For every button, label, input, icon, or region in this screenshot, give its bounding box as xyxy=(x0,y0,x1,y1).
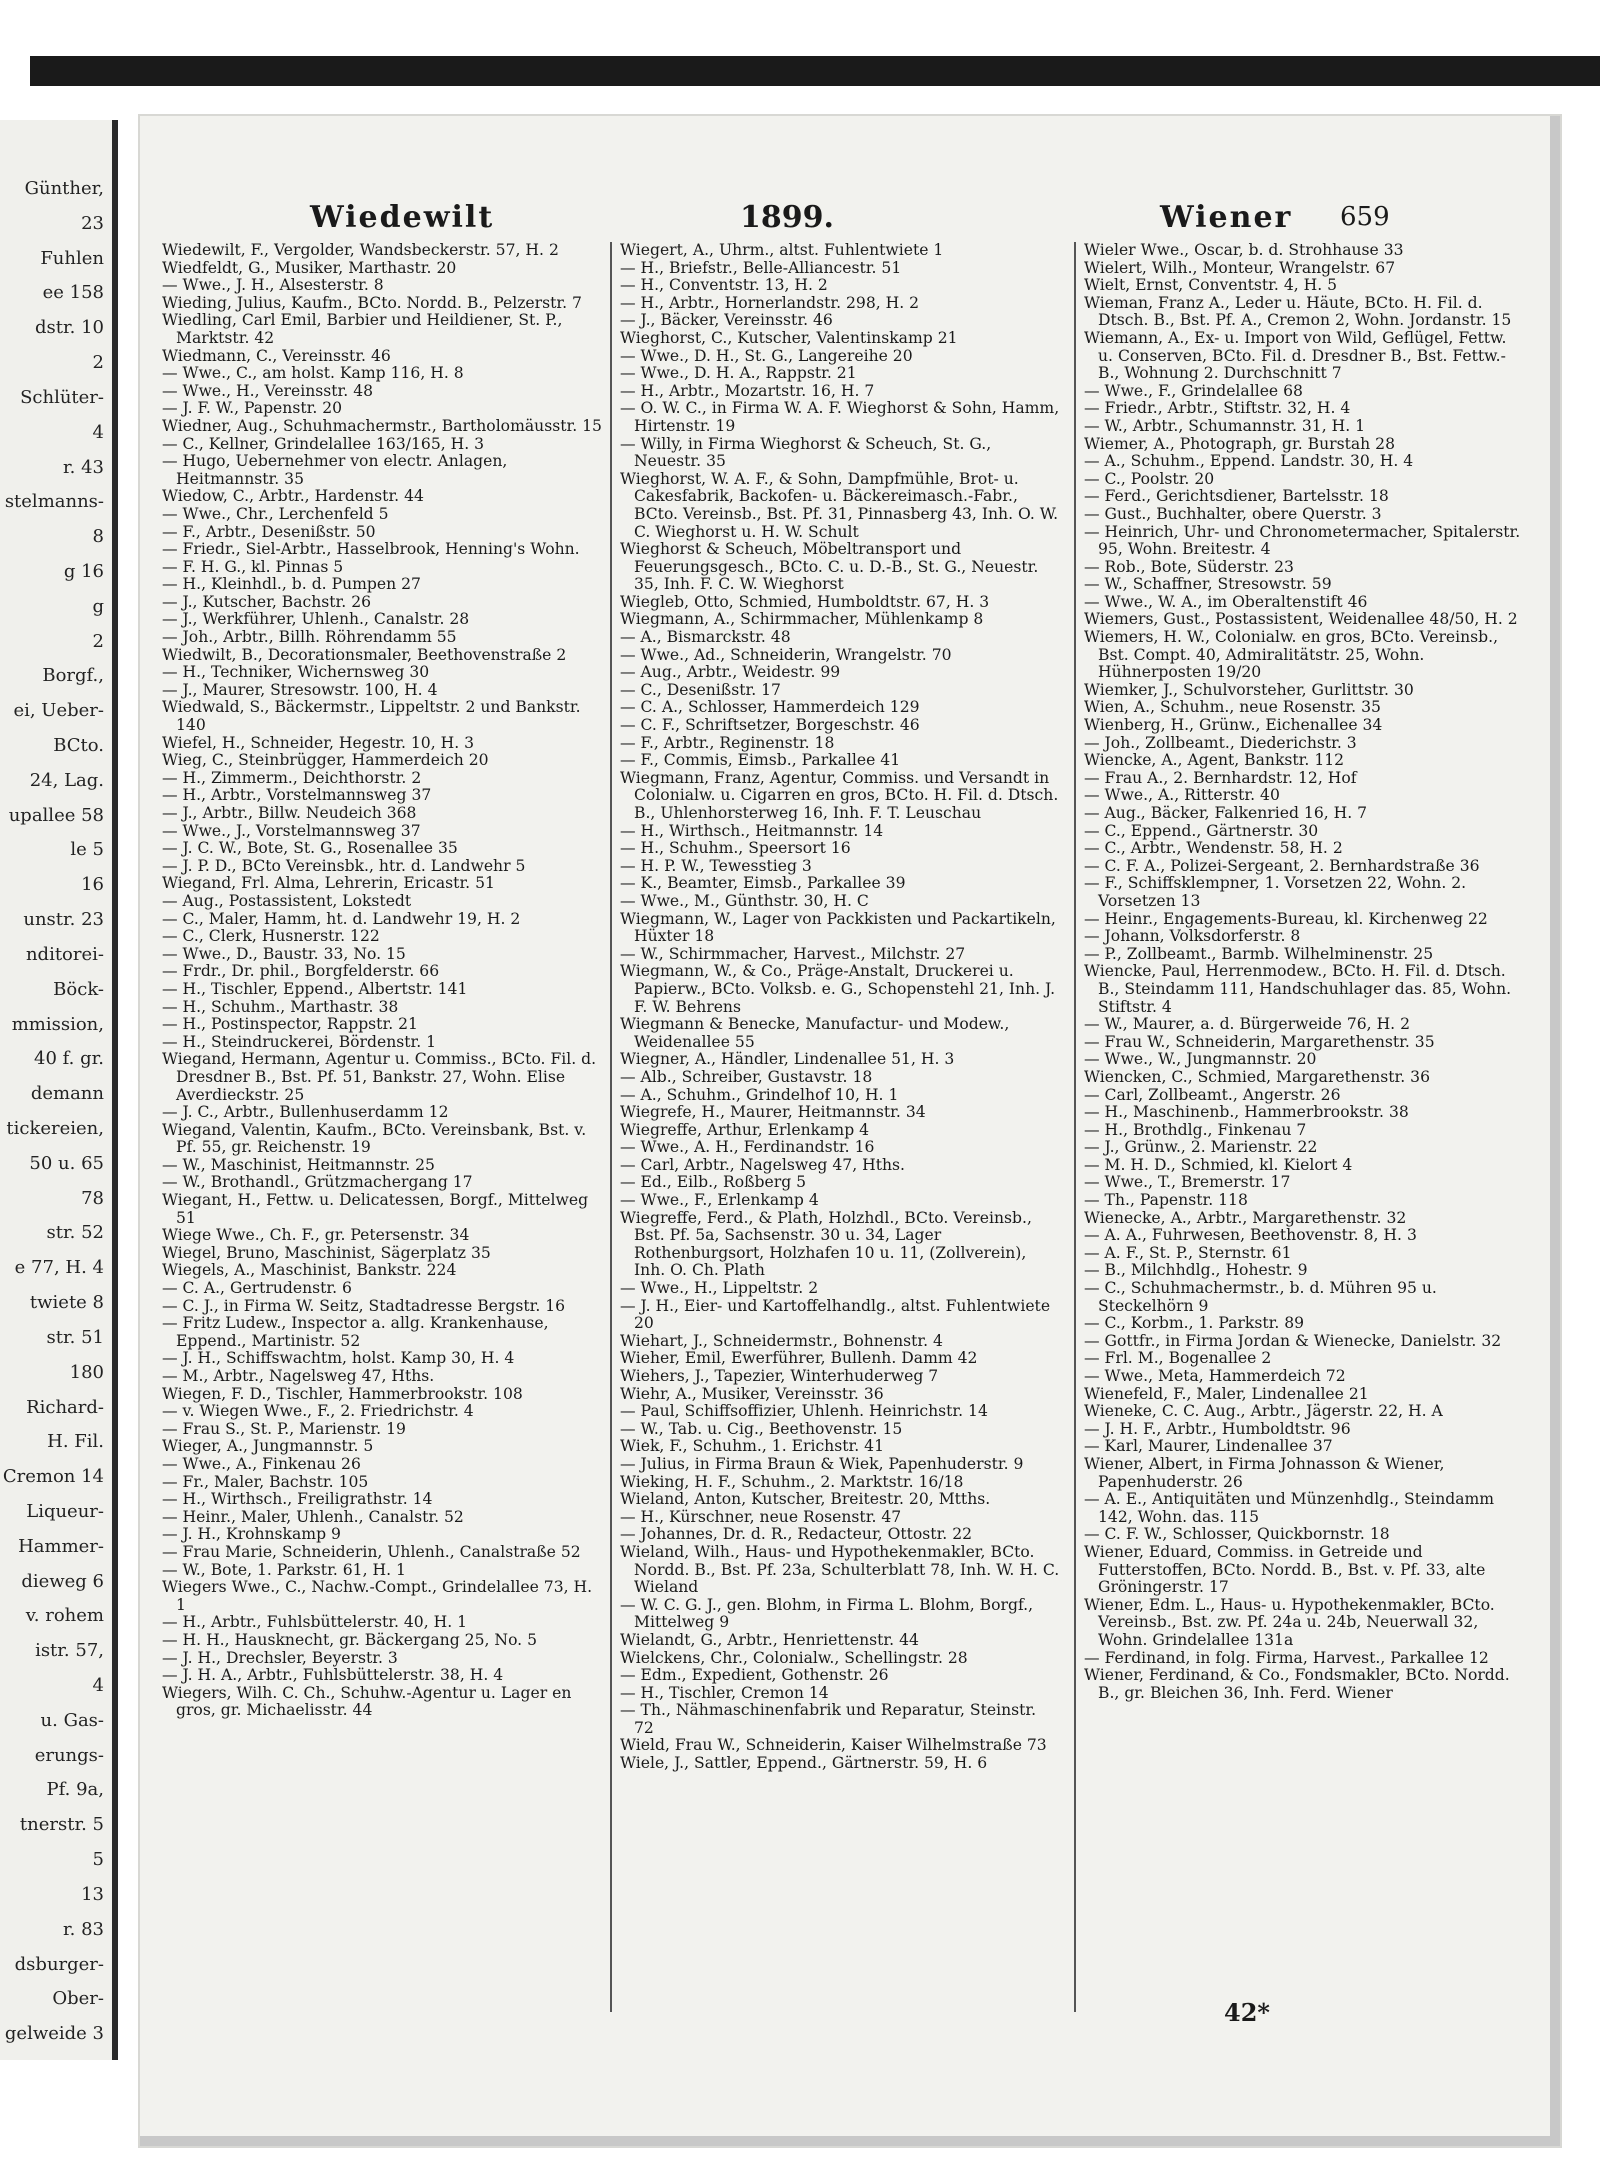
prev-page-text: 4 xyxy=(92,421,104,443)
directory-entry: — A., Schuhm., Grindelhof 10, H. 1 xyxy=(620,1085,899,1104)
directory-entry: — K., Beamter, Eimsb., Parkallee 39 xyxy=(620,874,906,893)
prev-page-text: dieweg 6 xyxy=(21,1570,104,1592)
column-1 xyxy=(162,242,602,2012)
directory-entry: Wieman, Franz A., Leder u. Häute, BCto. H. Fil. d. Dtsch. B., Bst. Pf. A., Cremon 2, Wohn. Jordanstr. 15 xyxy=(1084,293,1512,330)
prev-page-text: Liqueur- xyxy=(26,1500,104,1522)
directory-entry: — Karl, Maurer, Lindenallee 37 xyxy=(1084,1437,1333,1456)
directory-entry: — F., Arbtr., Desenißstr. 50 xyxy=(162,522,376,541)
prev-page-text: tickereien, xyxy=(6,1118,104,1139)
directory-entry: Wiener, Eduard, Commiss. in Getreide und Futterstoffen, BCto. Nordd. B., Bst. v. Pf. 33, alte Gröningerstr. 17 xyxy=(1084,1542,1486,1597)
directory-entry: — C. A., Gertrudenstr. 6 xyxy=(162,1279,352,1298)
directory-entry: — J. F. W., Papenstr. 20 xyxy=(162,399,343,418)
directory-entry: — Carl, Arbtr., Nagelsweg 47, Hths. xyxy=(620,1155,905,1174)
directory-entry: — Wwe., J., Vorstelmannsweg 37 xyxy=(162,821,421,840)
directory-entry: — Johannes, Dr. d. R., Redacteur, Ottostr. 22 xyxy=(620,1525,973,1544)
directory-entry: — B., Milchhdlg., Hohestr. 9 xyxy=(1084,1261,1308,1280)
prev-page-text: istr. 57, xyxy=(35,1640,104,1662)
directory-entry: Wiehart, J., Schneidermstr., Bohnenstr. 4 xyxy=(620,1331,943,1350)
directory-entry: — W., Schirmmacher, Harvest., Milchstr. 27 xyxy=(620,944,966,963)
directory-entry: Wiegleb, Otto, Schmied, Humboldtstr. 67, H. 3 xyxy=(620,592,990,611)
directory-entry: — Ferdinand, in folg. Firma, Harvest., Parkallee 12 xyxy=(1084,1648,1489,1667)
directory-entry: — M., Arbtr., Nagelsweg 47, Hths. xyxy=(162,1367,435,1385)
directory-entry: — Wwe., D. H., St. G., Langereihe 20 xyxy=(620,346,913,365)
directory-entry: Wiele, J., Sattler, Eppend., Gärtnerstr. 59, H. 6 xyxy=(620,1754,988,1773)
prev-page-text: BCto. xyxy=(53,735,104,757)
page-number: 659 xyxy=(1340,202,1390,232)
directory-entry: — H., Arbtr., Fuhlsbüttelerstr. 40, H. 1 xyxy=(162,1613,468,1632)
prev-page-text: stelmanns- xyxy=(4,491,104,513)
directory-entry: — Gust., Buchhalter, obere Querstr. 3 xyxy=(1084,504,1382,523)
directory-entry: — Joh., Arbtr., Billh. Röhrendamm 55 xyxy=(162,628,457,647)
prev-page-text: r. 83 xyxy=(63,1918,104,1940)
directory-entry: Wienecke, A., Arbtr., Margarethenstr. 32 xyxy=(1084,1208,1407,1227)
directory-entry: — H., Schuhm., Marthastr. 38 xyxy=(162,997,399,1016)
directory-entry: — A. A., Fuhrwesen, Beethovenstr. 8, H. 3 xyxy=(1084,1226,1417,1245)
prev-page-text: ee 158 xyxy=(42,282,104,304)
directory-entry: — Wwe., J. H., Alsesterstr. 8 xyxy=(162,276,384,295)
prev-page-text: v. rohem xyxy=(25,1605,104,1627)
directory-entry: Wiedner, Aug., Schuhmachermstr., Bartholomäusstr. 15 xyxy=(162,416,602,435)
prev-page-text: Borgf., xyxy=(42,665,104,687)
directory-entry: Wieger, A., Jungmannstr. 5 xyxy=(162,1437,374,1456)
directory-entry: — Joh., Zollbeamt., Diederichstr. 3 xyxy=(1084,733,1357,752)
prev-page-text: u. Gas- xyxy=(40,1709,104,1731)
directory-entry: Wiedling, Carl Emil, Barbier und Heildiener, St. P., Marktstr. 42 xyxy=(162,311,563,347)
directory-entry: — Hugo, Uebernehmer von electr. Anlagen, Heitmannstr. 35 xyxy=(162,452,508,488)
directory-entry: — A. F., St. P., Sternstr. 61 xyxy=(1084,1243,1292,1262)
directory-entry: — H., Wirthsch., Freiligrathstr. 14 xyxy=(162,1490,433,1509)
directory-entry: — Friedr., Siel-Arbtr., Hasselbrook, Henning's Wohn. xyxy=(162,540,580,559)
directory-entry: Wiedfeldt, G., Musiker, Marthastr. 20 xyxy=(162,258,457,277)
directory-entry: Wielt, Ernst, Conventstr. 4, H. 5 xyxy=(1084,276,1338,295)
directory-entry: — F., Arbtr., Reginenstr. 18 xyxy=(620,733,835,752)
directory-entry: Wiener, Albert, in Firma Johnasson & Wiener, Papenhuderstr. 26 xyxy=(1084,1454,1445,1491)
column-divider xyxy=(610,242,612,2012)
prev-page-text: g xyxy=(92,595,104,617)
directory-entry: Wieghorst, C., Kutscher, Valentinskamp 21 xyxy=(620,328,958,347)
directory-entry: — C., Eppend., Gärtnerstr. 30 xyxy=(1084,821,1319,840)
prev-page-text: 78 xyxy=(81,1187,104,1209)
directory-entry: — Wwe., C., am holst. Kamp 116, H. 8 xyxy=(162,364,464,383)
directory-entry: — Frau S., St. P., Marienstr. 19 xyxy=(162,1419,406,1438)
directory-entry: — J., Bäcker, Vereinsstr. 46 xyxy=(620,311,833,330)
directory-entry: — Wwe., Ad., Schneiderin, Wrangelstr. 70 xyxy=(620,645,952,664)
prev-page-text: Fuhlen xyxy=(40,247,104,269)
directory-entry: — Wwe., D. H. A., Rappstr. 21 xyxy=(620,364,857,383)
left-running-head: Wiedewilt xyxy=(310,200,495,235)
directory-entry: — C., Clerk, Husnerstr. 122 xyxy=(162,927,380,946)
directory-entry: — P., Zollbeamt., Barmb. Wilhelminenstr. 25 xyxy=(1084,944,1434,963)
directory-entry: — Wwe., M., Günthstr. 30, H. C xyxy=(620,891,869,910)
prev-page-text: str. 51 xyxy=(46,1326,104,1348)
directory-entry: Wiemer, A., Photograph, gr. Burstah 28 xyxy=(1084,434,1396,453)
directory-entry: — Heinr., Maler, Uhlenh., Canalstr. 52 xyxy=(162,1507,464,1526)
directory-entry: Wiemers, H. W., Colonialw. en gros, BCto. Vereinsb., Bst. Compt. 40, Admiralitätstr. 25, Wohn. Hühnerposten 19/20 xyxy=(1084,628,1499,682)
directory-entry: Wiener, Edm. L., Haus- u. Hypothekenmakler, BCto. Vereinsb., Bst. zw. Pf. 24a u. 24b, Neuerwall 32, Wohn. Grindelallee 131a xyxy=(1084,1595,1495,1649)
directory-entry: — Frdr., Dr. phil., Borgfelderstr. 66 xyxy=(162,962,440,981)
directory-entry: — Willy, in Firma Wieghorst & Scheuch, St. G., Neuestr. 35 xyxy=(620,434,992,471)
directory-entry: — Th., Papenstr. 118 xyxy=(1084,1191,1248,1210)
directory-entry: — J., Maurer, Stresowstr. 100, H. 4 xyxy=(162,680,438,699)
directory-entry: — Wwe., W., Jungmannstr. 20 xyxy=(1084,1050,1317,1069)
directory-entry: Wiegmann, Franz, Agentur, Commiss. und Versandt in Colonialw. u. Cigarren en gros, BCto. H. Fil. d. Dtsch. B., Uhlenhorsterweg 16, Inh. F. T. Leuschau xyxy=(620,768,1059,822)
directory-entry: — Heinrich, Uhr- und Chronometermacher, Spitalerstr. 95, Wohn. Breitestr. 4 xyxy=(1084,522,1521,559)
directory-entry: — H., Techniker, Wichernsweg 30 xyxy=(162,663,430,682)
directory-entry: — Edm., Expedient, Gothenstr. 26 xyxy=(620,1666,889,1685)
directory-entry: Wieland, Anton, Kutscher, Breitestr. 20, Mtths. xyxy=(620,1490,991,1509)
prev-page-text: mmission, xyxy=(11,1013,104,1035)
directory-entry: — W. C. G. J., gen. Blohm, in Firma L. Blohm, Borgf., Mittelweg 9 xyxy=(620,1595,1034,1632)
prev-page-text: dsburger- xyxy=(14,1953,104,1975)
prev-page-text: tnerstr. 5 xyxy=(19,1814,104,1836)
directory-entry: Wiege Wwe., Ch. F., gr. Petersenstr. 34 xyxy=(162,1226,470,1245)
prev-page-text: upallee 58 xyxy=(8,804,104,826)
directory-entry: — W., Bote, 1. Parkstr. 61, H. 1 xyxy=(162,1560,406,1579)
film-edge-bar xyxy=(30,56,1600,86)
prev-page-text: nditorei- xyxy=(25,943,104,965)
directory-entry: — C. F., Schriftsetzer, Borgeschstr. 46 xyxy=(620,716,920,735)
directory-entry: Wiedmann, C., Vereinsstr. 46 xyxy=(162,346,391,365)
directory-entry: — J. H., Eier- und Kartoffelhandlg., altst. Fuhlentwiete 20 xyxy=(620,1296,1051,1333)
directory-entry: Wiehr, A., Musiker, Vereinsstr. 36 xyxy=(620,1384,884,1403)
directory-entry: Wienefeld, F., Maler, Lindenallee 21 xyxy=(1084,1384,1369,1403)
directory-entry: Wiegreffe, Arthur, Erlenkamp 4 xyxy=(620,1120,870,1139)
directory-entry: — Wwe., A., Finkenau 26 xyxy=(162,1454,361,1473)
directory-entry: Wiegant, H., Fettw. u. Delicatessen, Borgf., Mittelweg 51 xyxy=(162,1191,589,1227)
directory-entry: Wieler Wwe., Oscar, b. d. Strohhause 33 xyxy=(1084,242,1404,259)
prev-page-text: erungs- xyxy=(34,1744,104,1766)
prev-page-text: Ober- xyxy=(52,1988,104,2010)
directory-entry: — F., Schiffsklempner, 1. Vorsetzen 22, Wohn. 2. Vorsetzen 13 xyxy=(1084,874,1467,910)
right-running-head: Wiener xyxy=(1160,200,1293,235)
directory-entry: — Wwe., F., Grindelallee 68 xyxy=(1084,381,1303,400)
directory-entry: Wiegand, Hermann, Agentur u. Commiss., BCto. Fil. d. Dresdner B., Bst. Pf. 51, Bankstr. 27, Wohn. Elise Averdieckstr. 25 xyxy=(162,1050,597,1104)
directory-entry: — Julius, in Firma Braun & Wiek, Papenhuderstr. 9 xyxy=(620,1454,1024,1473)
directory-entry: — M. H. D., Schmied, kl. Kielort 4 xyxy=(1084,1155,1353,1174)
column-2 xyxy=(620,242,1060,2012)
directory-entry: — Frl. M., Bogenallee 2 xyxy=(1084,1349,1272,1368)
directory-entry: Wien, A., Schuhm., neue Rosenstr. 35 xyxy=(1084,698,1381,717)
prev-page-text: le 5 xyxy=(70,839,104,861)
directory-entry: — Aug., Arbtr., Weidestr. 99 xyxy=(620,663,841,682)
directory-entry: — A. E., Antiquitäten und Münzenhdlg., Steindamm 142, Wohn. das. 115 xyxy=(1084,1490,1495,1526)
directory-entry: Wielandt, G., Arbtr., Henriettenstr. 44 xyxy=(620,1630,919,1649)
directory-entry: — W., Schaffner, Stresowstr. 59 xyxy=(1084,575,1332,594)
directory-entry: — Wwe., Chr., Lerchenfeld 5 xyxy=(162,504,389,523)
prev-page-text: 2 xyxy=(92,352,104,374)
directory-entry: Wiegert, A., Uhrm., altst. Fuhlentwiete 1 xyxy=(620,242,944,259)
directory-entry: Wielert, Wilh., Monteur, Wrangelstr. 67 xyxy=(1084,258,1396,277)
directory-entry: Wiener, Ferdinand, & Co., Fondsmakler, BCto. Nordd. B., gr. Bleichen 36, Inh. Ferd. Wiener xyxy=(1084,1666,1510,1702)
prev-page-text: ei, Ueber- xyxy=(13,700,104,722)
directory-entry: Wiegmann & Benecke, Manufactur- und Modew., Weidenallee 55 xyxy=(620,1015,1010,1051)
directory-entry: — J., Kutscher, Bachstr. 26 xyxy=(162,592,372,611)
directory-entry: — C. F. A., Polizei-Sergeant, 2. Bernhardstraße 36 xyxy=(1084,856,1480,875)
directory-entry: — C., Kellner, Grindelallee 163/165, H. 3 xyxy=(162,434,485,453)
directory-entry: — Ed., Eilb., Roßberg 5 xyxy=(620,1173,807,1192)
directory-entry: Wiegreffe, Ferd., & Plath, Holzhdl., BCto. Vereinsb., Bst. Pf. 5a, Sachsenstr. 30 u. 34, Lager Rothenburgsort, Holzhafen 10 u. 11, (Zollverein), Inh. O. Ch. Plath xyxy=(620,1208,1032,1280)
directory-entry: — Wwe., F., Erlenkamp 4 xyxy=(620,1191,819,1210)
directory-entry: — W., Arbtr., Schumannstr. 31, H. 1 xyxy=(1084,416,1366,435)
directory-entry: — Heinr., Engagements-Bureau, kl. Kirchenweg 22 xyxy=(1084,909,1488,928)
directory-entry: — Carl, Zollbeamt., Angerstr. 26 xyxy=(1084,1085,1341,1104)
directory-entry: — H., Arbtr., Mozartstr. 16, H. 7 xyxy=(620,381,875,400)
directory-entry: — H. P. W., Tewesstieg 3 xyxy=(620,856,812,875)
directory-entry: — Frau W., Schneiderin, Margarethenstr. 35 xyxy=(1084,1032,1435,1051)
prev-page-text: r. 43 xyxy=(63,456,104,478)
directory-entry: — H., Schuhm., Speersort 16 xyxy=(620,839,851,858)
directory-entry: Wiegand, Valentin, Kaufm., BCto. Vereinsbank, Bst. v. Pf. 55, gr. Reichenstr. 19 xyxy=(162,1120,587,1157)
directory-entry: — Gottfr., in Firma Jordan & Wienecke, Danielstr. 32 xyxy=(1084,1331,1502,1350)
directory-entry: Wiedwald, S., Bäckermstr., Lippeltstr. 2 und Bankstr. 140 xyxy=(162,698,581,735)
directory-entry: Wiegmann, A., Schirmmacher, Mühlenkamp 8 xyxy=(620,610,984,629)
directory-entry: — W., Maschinist, Heitmannstr. 25 xyxy=(162,1155,435,1174)
directory-entry: — Rob., Bote, Süderstr. 23 xyxy=(1084,557,1294,576)
directory-entry: — H., Arbtr., Hornerlandstr. 298, H. 2 xyxy=(620,293,920,312)
directory-entry: — Fritz Ludew., Inspector a. allg. Krankenhause, Eppend., Martinistr. 52 xyxy=(162,1314,549,1350)
directory-entry: — H. H., Hausknecht, gr. Bäckergang 25, No. 5 xyxy=(162,1630,538,1649)
directory-entry: — C. A., Schlosser, Hammerdeich 129 xyxy=(620,698,920,717)
prev-page-text: Böck- xyxy=(53,978,104,1000)
directory-entry: — Aug., Bäcker, Falkenried 16, H. 7 xyxy=(1084,804,1368,822)
directory-entry: — J. C. W., Bote, St. G., Rosenallee 35 xyxy=(162,839,458,858)
directory-entry: — Wwe., H., Lippeltstr. 2 xyxy=(620,1279,819,1298)
directory-entry: — H., Conventstr. 13, H. 2 xyxy=(620,276,828,295)
page-header xyxy=(140,200,1550,240)
directory-entry: — Friedr., Arbtr., Stiftstr. 32, H. 4 xyxy=(1084,399,1351,418)
prev-page-text: unstr. 23 xyxy=(23,909,104,931)
directory-entry: — Johann, Volksdorferstr. 8 xyxy=(1084,927,1301,946)
directory-entry: — Wwe., Meta, Hammerdeich 72 xyxy=(1084,1367,1346,1385)
directory-entry: Wiegrefe, H., Maurer, Heitmannstr. 34 xyxy=(620,1103,926,1122)
directory-entry: Wiencken, C., Schmied, Margarethenstr. 36 xyxy=(1084,1067,1431,1086)
directory-entry: Wiemker, J., Schulvorsteher, Gurlittstr. 30 xyxy=(1084,680,1414,699)
directory-entry: — Aug., Postassistent, Lokstedt xyxy=(162,891,412,910)
directory-entry: — H., Tischler, Eppend., Albertstr. 141 xyxy=(162,979,468,998)
directory-entry: Wiehers, J., Tapezier, Winterhuderweg 7 xyxy=(620,1367,939,1385)
prev-page-text: 2 xyxy=(92,630,104,652)
directory-entry: — J. H. A., Arbtr., Fuhlsbüttelerstr. 38, H. 4 xyxy=(162,1666,504,1685)
directory-entry: — H., Wirthsch., Heitmannstr. 14 xyxy=(620,821,884,840)
directory-entry: — H., Zimmerm., Deichthorstr. 2 xyxy=(162,768,422,787)
directory-entry: — H., Brothdlg., Finkenau 7 xyxy=(1084,1120,1307,1139)
directory-entry: Wiefel, H., Schneider, Hegestr. 10, H. 3 xyxy=(162,733,475,752)
directory-entry: — F. H. G., kl. Pinnas 5 xyxy=(162,557,344,576)
prev-page-text: Günther, xyxy=(24,178,104,199)
directory-entry: Wielckens, Chr., Colonialw., Schellingstr. 28 xyxy=(620,1648,968,1667)
directory-entry: — Frau A., 2. Bernhardstr. 12, Hof xyxy=(1084,768,1357,787)
directory-entry: Wieg, C., Steinbrügger, Hammerdeich 20 xyxy=(162,751,489,770)
directory-page xyxy=(140,116,1560,2146)
directory-entry: — Wwe., T., Bremerstr. 17 xyxy=(1084,1173,1291,1192)
prev-page-text: 40 f. gr. xyxy=(34,1048,104,1070)
directory-entry: Wieneke, C. C. Aug., Arbtr., Jägerstr. 22, H. A xyxy=(1084,1402,1443,1421)
directory-entry: — W., Brothandl., Grützmachergang 17 xyxy=(162,1173,473,1192)
directory-entry: Wiegmann, W., Lager von Packkisten und Packartikeln, Hüxter 18 xyxy=(620,909,1056,946)
directory-entry: Wiegen, F. D., Tischler, Hammerbrookstr. 108 xyxy=(162,1384,523,1403)
directory-entry: Wieghorst, W. A. F., & Sohn, Dampfmühle, Brot- u. Cakesfabrik, Backofen- u. Bäckereimasch.-Fabr., BCto. Vereinsb., Bst. Pf. 31, Pinnasberg 43, Inh. O. W. C. Wieghorst u. H. W. Schult xyxy=(620,469,1059,541)
sheet-signature: 42* xyxy=(1224,1998,1270,2027)
directory-entry: — Wwe., A. H., Ferdinandstr. 16 xyxy=(620,1138,875,1157)
directory-entry: — H., Briefstr., Belle-Alliancestr. 51 xyxy=(620,258,902,277)
directory-entry: — J. P. D., BCto Vereinsbk., htr. d. Landwehr 5 xyxy=(162,856,526,875)
prev-page-text: 180 xyxy=(69,1361,104,1383)
directory-entry: — C. F. W., Schlosser, Quickbornstr. 18 xyxy=(1084,1525,1390,1544)
directory-entry: — Alb., Schreiber, Gustavstr. 18 xyxy=(620,1067,873,1086)
directory-entry: — Wwe., A., Ritterstr. 40 xyxy=(1084,786,1280,805)
directory-entry: Wiegner, A., Händler, Lindenallee 51, H. 3 xyxy=(620,1050,955,1069)
directory-entry: Wiegand, Frl. Alma, Lehrerin, Ericastr. 51 xyxy=(162,874,495,893)
directory-entry: — C., Maler, Hamm, ht. d. Landwehr 19, H. 2 xyxy=(162,909,521,928)
directory-entry: Wiedwilt, B., Decorationsmaler, Beethovenstraße 2 xyxy=(162,645,567,664)
prev-page-text: e 77, H. 4 xyxy=(14,1257,104,1279)
directory-entry: — H., Kürschner, neue Rosenstr. 47 xyxy=(620,1507,902,1526)
directory-entry: — C., Arbtr., Wendenstr. 58, H. 2 xyxy=(1084,839,1343,858)
directory-entry: — H., Steindruckerei, Bördenstr. 1 xyxy=(162,1032,437,1051)
previous-page-fragment xyxy=(0,120,118,2060)
directory-entry: Wiegers Wwe., C., Nachw.-Compt., Grindelallee 73, H. 1 xyxy=(162,1578,593,1614)
directory-entry: Wiencke, Paul, Herrenmodew., BCto. H. Fil. d. Dtsch. B., Steindamm 111, Handschuhlager das. 85, Wohn. Stiftstr. 4 xyxy=(1084,962,1512,1016)
directory-entry: Wiegers, Wilh. C. Ch., Schuhw.-Agentur u. Lager en gros, gr. Michaelisstr. 44 xyxy=(162,1683,572,1720)
prev-page-text: g 16 xyxy=(63,560,104,582)
directory-entry: — A., Schuhm., Eppend. Landstr. 30, H. 4 xyxy=(1084,452,1414,471)
prev-page-text: 16 xyxy=(81,874,104,896)
directory-entry: — W., Maurer, a. d. Bürgerweide 76, H. 2 xyxy=(1084,1015,1411,1034)
prev-page-text: 13 xyxy=(81,1883,104,1905)
prev-page-text: 8 xyxy=(92,526,104,548)
directory-entry: Wiek, F., Schuhm., 1. Erichstr. 41 xyxy=(620,1437,884,1456)
prev-page-text: 23 xyxy=(81,212,104,234)
directory-entry: — J. H., Krohnskamp 9 xyxy=(162,1525,341,1544)
directory-entry: — C. J., in Firma W. Seitz, Stadtadresse Bergstr. 16 xyxy=(162,1296,566,1315)
directory-entry: — J. H., Drechsler, Beyerstr. 3 xyxy=(162,1648,398,1667)
directory-entry: — v. Wiegen Wwe., F., 2. Friedrichstr. 4 xyxy=(162,1402,474,1421)
directory-entry: — H., Maschinenb., Hammerbrookstr. 38 xyxy=(1084,1103,1409,1122)
directory-entry: — Th., Nähmaschinenfabrik und Reparatur, Steinstr. 72 xyxy=(620,1701,1037,1737)
directory-entry: — W., Tab. u. Cig., Beethovenstr. 15 xyxy=(620,1419,903,1438)
prev-page-text: Schlüter- xyxy=(20,386,104,408)
directory-entry: — Wwe., W. A., im Oberaltenstift 46 xyxy=(1084,592,1368,611)
directory-entry: Wiencke, A., Agent, Bankstr. 112 xyxy=(1084,751,1345,770)
directory-entry: — Wwe., D., Baustr. 33, No. 15 xyxy=(162,944,406,963)
directory-entry: — C., Poolstr. 20 xyxy=(1084,469,1215,488)
prev-page-text: H. Fil. xyxy=(47,1431,104,1453)
directory-entry: — C., Schuhmachermstr., b. d. Mühren 95 u. Steckelhörn 9 xyxy=(1084,1279,1437,1315)
prev-page-text: Richard- xyxy=(26,1396,104,1418)
prev-page-text: Pf. 9a, xyxy=(46,1779,104,1801)
prev-page-text: str. 52 xyxy=(46,1222,104,1244)
prev-page-text: 24, Lag. xyxy=(29,769,104,791)
directory-entry: Wieking, H. F., Schuhm., 2. Marktstr. 16/18 xyxy=(620,1472,964,1491)
directory-entry: Wieding, Julius, Kaufm., BCto. Nordd. B., Pelzerstr. 7 xyxy=(162,293,582,312)
directory-entry: — J., Arbtr., Billw. Neudeich 368 xyxy=(162,804,417,822)
directory-entry: — J., Werkführer, Uhlenh., Canalstr. 28 xyxy=(162,610,470,629)
directory-entry: — C., Desenißstr. 17 xyxy=(620,680,781,699)
directory-entry: Wiemann, A., Ex- u. Import von Wild, Geflügel, Fettw. u. Conserven, BCto. Fil. d. Dresdner B., Bst. Fettw.-B., Wohnung 2. Durchschnitt 7 xyxy=(1084,328,1507,383)
directory-entry: — Ferd., Gerichtsdiener, Bartelsstr. 18 xyxy=(1084,487,1389,506)
directory-entry: Wienberg, H., Grünw., Eichenallee 34 xyxy=(1084,716,1383,735)
directory-entry: — F., Commis, Eimsb., Parkallee 41 xyxy=(620,751,901,770)
directory-entry: — J. C., Arbtr., Bullenhuserdamm 12 xyxy=(162,1103,449,1122)
column-3 xyxy=(1084,242,1524,2012)
directory-entry: — Fr., Maler, Bachstr. 105 xyxy=(162,1472,369,1491)
directory-entry: — H., Arbtr., Vorstelmannsweg 37 xyxy=(162,786,432,805)
directory-entry: — H., Postinspector, Rappstr. 21 xyxy=(162,1015,418,1034)
directory-entry: — C., Korbm., 1. Parkstr. 89 xyxy=(1084,1314,1305,1333)
prev-page-text: 4 xyxy=(92,1675,104,1697)
directory-entry: — H., Kleinhdl., b. d. Pumpen 27 xyxy=(162,575,421,594)
directory-entry: — Frau Marie, Schneiderin, Uhlenh., Canalstraße 52 xyxy=(162,1542,581,1561)
directory-entry: Wiegels, A., Maschinist, Bankstr. 224 xyxy=(162,1261,457,1280)
directory-entry: Wield, Frau W., Schneiderin, Kaiser Wilhelmstraße 73 xyxy=(620,1736,1047,1755)
directory-entry: Wiedow, C., Arbtr., Hardenstr. 44 xyxy=(162,487,424,506)
prev-page-text: 50 u. 65 xyxy=(29,1152,104,1174)
directory-entry: — A., Bismarckstr. 48 xyxy=(620,628,791,647)
prev-page-text: gelweide 3 xyxy=(4,2023,104,2045)
directory-entry: — O. W. C., in Firma W. A. F. Wieghorst & Sohn, Hamm, Hirtenstr. 19 xyxy=(620,399,1060,435)
prev-page-text: dstr. 10 xyxy=(35,317,104,339)
directory-entry: — J. H. F., Arbtr., Humboldtstr. 96 xyxy=(1084,1419,1351,1438)
directory-entry: — J., Grünw., 2. Marienstr. 22 xyxy=(1084,1138,1318,1157)
directory-entry: Wiemers, Gust., Postassistent, Weidenallee 48/50, H. 2 xyxy=(1084,610,1518,629)
directory-entry: Wieland, Wilh., Haus- und Hypothekenmakler, BCto. Nordd. B., Bst. Pf. 23a, Schulterblatt 78, Inh. W. H. C. Wieland xyxy=(620,1542,1060,1597)
year-heading: 1899. xyxy=(740,200,834,235)
directory-entry: — J. H., Schiffswachtm, holst. Kamp 30, H. 4 xyxy=(162,1349,515,1368)
directory-entry: — Wwe., H., Vereinsstr. 48 xyxy=(162,381,374,400)
prev-page-text: demann xyxy=(30,1083,104,1105)
directory-entry: Wiegel, Bruno, Maschinist, Sägerplatz 35 xyxy=(162,1243,491,1262)
directory-entry: Wiegmann, W., & Co., Präge-Anstalt, Druckerei u. Papierw., BCto. Volksb. e. G., Schopenstehl 21, Inh. J. F. W. Behrens xyxy=(620,962,1056,1016)
prev-page-text: Cremon 14 xyxy=(2,1466,104,1488)
directory-entry: — Paul, Schiffsoffizier, Uhlenh. Heinrichstr. 14 xyxy=(620,1402,988,1421)
prev-page-text: 5 xyxy=(92,1849,104,1871)
directory-entry: Wieher, Emil, Ewerführer, Bullenh. Damm 42 xyxy=(620,1349,978,1368)
prev-page-text: twiete 8 xyxy=(29,1292,104,1314)
directory-entry: Wiedewilt, F., Vergolder, Wandsbeckerstr. 57, H. 2 xyxy=(162,242,559,259)
directory-entry: Wieghorst & Scheuch, Möbeltransport und Feuerungsgesch., BCto. C. u. D.-B., St. G., Neuestr. 35, Inh. F. C. W. Wieghorst xyxy=(620,540,1039,594)
column-divider xyxy=(1074,242,1076,2012)
prev-page-text: Hammer- xyxy=(18,1535,104,1557)
directory-entry: — H., Tischler, Cremon 14 xyxy=(620,1683,829,1702)
